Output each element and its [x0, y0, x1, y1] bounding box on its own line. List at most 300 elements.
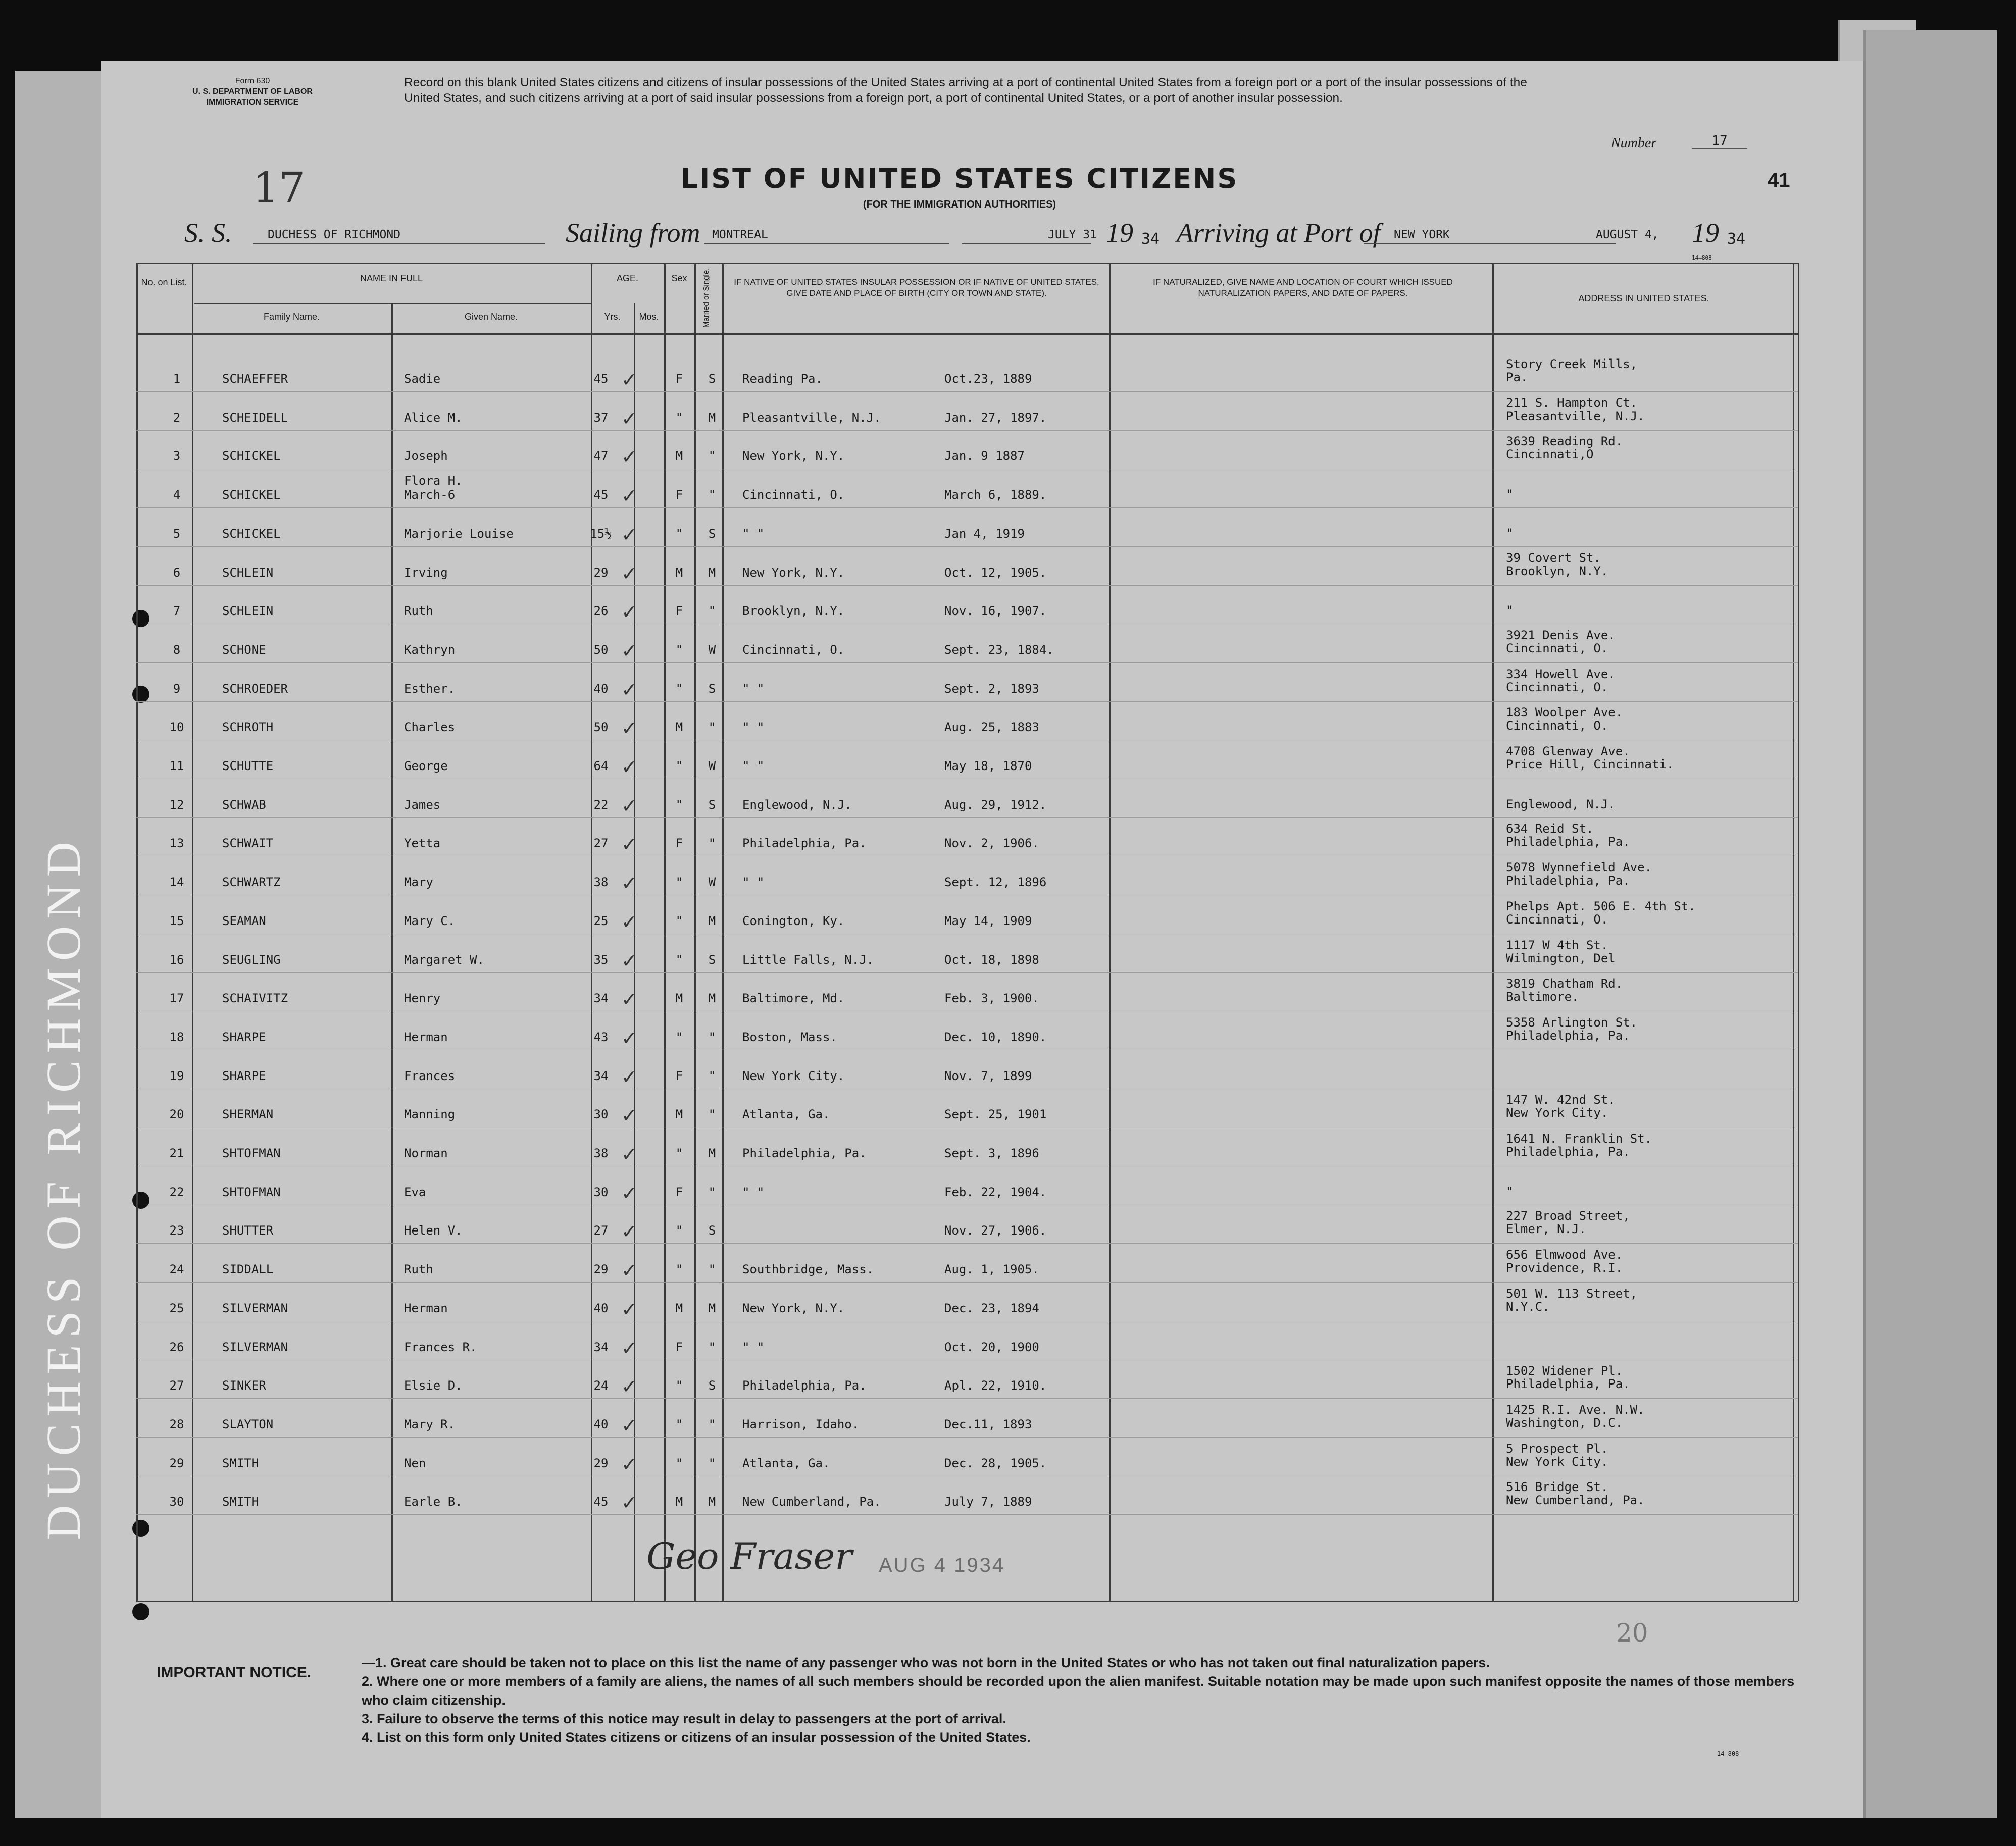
- col-family: Family Name.: [263, 312, 320, 322]
- sex: ": [675, 1456, 683, 1470]
- us-address: 5078 Wynnefield Ave. Philadelphia, Pa.: [1506, 860, 1652, 888]
- birth-date: Sept. 2, 1893: [944, 681, 1039, 696]
- birth-place: " ": [742, 720, 765, 735]
- row-number: 22: [169, 1185, 184, 1199]
- sex: F: [675, 1340, 683, 1354]
- birth-date: Oct.23, 1889: [944, 372, 1032, 386]
- side-ghost-text: DUCHESS OF RICHMOND: [36, 835, 90, 1540]
- table-row: [136, 818, 1798, 856]
- family-name: SHARPE: [222, 1030, 266, 1044]
- arrival-year: 34: [1727, 230, 1746, 248]
- table-row: [136, 625, 1798, 663]
- table-row: [136, 780, 1798, 818]
- family-name: SCHWARTZ: [222, 875, 281, 890]
- birth-place: Harrison, Idaho.: [742, 1417, 860, 1431]
- col-naturalized: IF NATURALIZED, GIVE NAME AND LOCATION OF COURT WHICH ISSUED NATURALIZATION PAPERS, AND DATE OF PAPERS.: [1153, 277, 1453, 298]
- age-years: 34: [593, 1068, 609, 1083]
- sex: F: [675, 604, 683, 619]
- marital-status: ": [708, 1068, 716, 1083]
- sex: M: [675, 449, 683, 464]
- birth-date: Sept. 25, 1901: [944, 1107, 1047, 1122]
- us-address: ": [1506, 487, 1514, 502]
- rule: [1364, 243, 1616, 244]
- age-years: 29: [593, 1456, 609, 1470]
- birth-date: Aug. 1, 1905.: [944, 1262, 1039, 1277]
- given-name: James: [404, 797, 441, 812]
- notice-item: 3. Failure to observe the terms of this notice may result in delay to passengers at the port of arrival.: [362, 1711, 1006, 1726]
- birth-date: Oct. 18, 1898: [944, 952, 1039, 967]
- page-title: LIST OF UNITED STATES CITIZENS: [680, 163, 1239, 194]
- table-row: [136, 470, 1798, 508]
- check-mark-icon: ✓: [621, 639, 637, 662]
- row-number: 24: [169, 1262, 184, 1277]
- family-name: SEUGLING: [222, 952, 281, 967]
- form-instructions: Record on this blank United States citizens and citizens of insular possessions of the United States arriving at a port of continental United States from a foreign port or a port of the insular possessions of the United States, and such citizens arriving at a port of said insular possessions from a foreign port, a port of continental United States, or a port of another insular possession.: [404, 76, 1527, 105]
- birth-date: Dec. 23, 1894: [944, 1301, 1039, 1315]
- given-name: Mary: [404, 875, 433, 890]
- birth-date: May 18, 1870: [944, 759, 1032, 773]
- check-mark-icon: ✓: [621, 756, 637, 778]
- row-number: 16: [169, 952, 184, 967]
- birth-date: Oct. 12, 1905.: [944, 565, 1047, 580]
- birth-place: New York, N.Y.: [742, 449, 845, 464]
- rule: [253, 243, 545, 244]
- birth-place: Southbridge, Mass.: [742, 1262, 874, 1277]
- table-row: [136, 935, 1798, 973]
- table-row: [136, 1322, 1798, 1360]
- check-mark-icon: ✓: [621, 794, 637, 817]
- col-given: Given Name.: [464, 312, 518, 322]
- check-mark-icon: ✓: [621, 1414, 637, 1437]
- birth-date: Feb. 22, 1904.: [944, 1185, 1047, 1199]
- age-years: 34: [593, 1340, 609, 1354]
- birth-place: Reading Pa.: [742, 372, 823, 386]
- age-years: 64: [593, 759, 609, 773]
- us-address: 211 S. Hampton Ct. Pleasantville, N.J.: [1506, 395, 1645, 423]
- notice-label: IMPORTANT NOTICE.: [157, 1664, 312, 1681]
- ship-name: DUCHESS OF RICHMOND: [268, 228, 401, 241]
- us-address: ": [1506, 526, 1514, 540]
- sex: M: [675, 1301, 683, 1315]
- marital-status: M: [708, 991, 716, 1006]
- col-age: AGE.: [616, 273, 638, 283]
- marital-status: S: [708, 1223, 716, 1238]
- marital-status: M: [708, 913, 716, 928]
- age-years: 45: [593, 1495, 609, 1509]
- punch-hole: [132, 1603, 149, 1620]
- given-name: Norman: [404, 1146, 448, 1160]
- row-number: 10: [169, 720, 184, 735]
- row-number: 23: [169, 1223, 184, 1238]
- birth-date: Nov. 16, 1907.: [944, 604, 1047, 619]
- page-number: 41: [1768, 169, 1790, 191]
- col-no: No. on List.: [141, 277, 187, 287]
- birth-date: Jan. 27, 1897.: [944, 410, 1047, 425]
- family-name: SLAYTON: [222, 1417, 274, 1431]
- us-address: 634 Reid St. Philadelphia, Pa.: [1506, 822, 1630, 849]
- given-name: Ruth: [404, 1262, 433, 1277]
- sex: M: [675, 991, 683, 1006]
- check-mark-icon: ✓: [621, 1453, 637, 1475]
- us-address: 1117 W 4th St. Wilmington, Del: [1506, 938, 1616, 965]
- birth-date: Dec. 28, 1905.: [944, 1456, 1047, 1470]
- table-row: [136, 1283, 1798, 1321]
- sex: M: [675, 1107, 683, 1122]
- sex: ": [675, 759, 683, 773]
- date-stamp: AUG 4 1934: [879, 1554, 1005, 1576]
- us-address: 501 W. 113 Street, N.Y.C.: [1506, 1286, 1638, 1314]
- birth-place: New York, N.Y.: [742, 565, 845, 580]
- table-row: [136, 857, 1798, 895]
- marital-status: M: [708, 1146, 716, 1160]
- birth-date: Nov. 27, 1906.: [944, 1223, 1047, 1238]
- sex: ": [675, 875, 683, 890]
- marital-status: ": [708, 488, 716, 502]
- us-address: ": [1506, 1184, 1514, 1199]
- row-number: 7: [173, 604, 181, 619]
- row-number: 17: [169, 991, 184, 1006]
- birth-place: " ": [742, 759, 765, 773]
- arrival-port: NEW YORK: [1394, 228, 1450, 241]
- marital-status: M: [708, 410, 716, 425]
- check-mark-icon: ✓: [621, 872, 637, 895]
- marital-status: ": [708, 1262, 716, 1277]
- birth-date: Apl. 22, 1910.: [944, 1378, 1047, 1393]
- row-number: 8: [173, 642, 181, 657]
- birth-place: Atlanta, Ga.: [742, 1107, 830, 1122]
- us-address: 5 Prospect Pl. New York City.: [1506, 1441, 1608, 1469]
- us-address: 4708 Glenway Ave. Price Hill, Cincinnati.: [1506, 744, 1674, 772]
- birth-place: New York, N.Y.: [742, 1301, 845, 1315]
- table-row: [136, 973, 1798, 1011]
- table-row: [136, 1244, 1798, 1283]
- row-number: 26: [169, 1340, 184, 1354]
- given-name: Mary R.: [404, 1417, 456, 1431]
- marital-status: ": [708, 1030, 716, 1044]
- age-years: 30: [593, 1107, 609, 1122]
- col-birth: IF NATIVE OF UNITED STATES INSULAR POSSESSION OR IF NATIVE OF UNITED STATES, GIVE DATE AND PLACE OF BIRTH (CITY OR TOWN AND STATE).: [734, 277, 1099, 298]
- family-name: SMITH: [222, 1495, 259, 1509]
- check-mark-icon: ✓: [621, 601, 637, 624]
- us-address: 516 Bridge St. New Cumberland, Pa.: [1506, 1480, 1645, 1508]
- table-row: [136, 586, 1798, 624]
- birth-place: Philadelphia, Pa.: [742, 1146, 867, 1160]
- table-row: [136, 1399, 1798, 1438]
- row-number: 6: [173, 565, 181, 580]
- age-years: 22: [593, 797, 609, 812]
- birth-place: Atlanta, Ga.: [742, 1456, 830, 1470]
- given-name: George: [404, 759, 448, 773]
- check-mark-icon: ✓: [621, 988, 637, 1011]
- marital-status: ": [708, 449, 716, 464]
- row-number: 9: [173, 681, 181, 696]
- birth-place: Cincinnati, O.: [742, 642, 845, 657]
- marital-status: S: [708, 797, 716, 812]
- given-name: Kathryn: [404, 642, 456, 657]
- sex: F: [675, 488, 683, 502]
- marital-status: ": [708, 1185, 716, 1199]
- family-name: SILVERMAN: [222, 1301, 288, 1315]
- birth-date: Oct. 20, 1900: [944, 1340, 1039, 1354]
- ss-label: S. S.: [184, 218, 232, 248]
- table-row: [136, 1012, 1798, 1050]
- us-address: 183 Woolper Ave. Cincinnati, O.: [1506, 705, 1623, 733]
- given-name: Manning: [404, 1107, 456, 1122]
- check-mark-icon: ✓: [621, 523, 637, 546]
- given-name: Eva: [404, 1185, 426, 1199]
- notice-item: —1. Great care should be taken not to place on this list the name of any passenger who was not born in the United States or who has not taken out final naturalization papers.: [362, 1655, 1490, 1670]
- sex: ": [675, 1417, 683, 1431]
- form-code-bottom: 14—808: [1717, 1750, 1739, 1757]
- row-number: 1: [173, 372, 181, 386]
- us-address: Englewood, N.J.: [1506, 797, 1616, 811]
- age-years: 38: [593, 875, 609, 890]
- family-name: SHTOFMAN: [222, 1146, 281, 1160]
- sex: F: [675, 836, 683, 851]
- marital-status: ": [708, 836, 716, 851]
- check-mark-icon: ✓: [621, 1337, 637, 1359]
- row-number: 21: [169, 1146, 184, 1160]
- notice-item: 4. List on this form only United States citizens or citizens of an insular possession of the United States.: [362, 1730, 1031, 1745]
- row-number: 30: [169, 1495, 184, 1509]
- given-name: Alice M.: [404, 410, 463, 425]
- sex: ": [675, 797, 683, 812]
- row-number: 27: [169, 1378, 184, 1393]
- family-name: SCHLEIN: [222, 565, 274, 580]
- table-row: [136, 1128, 1798, 1166]
- family-name: SHUTTER: [222, 1223, 274, 1238]
- birth-place: New York City.: [742, 1068, 845, 1083]
- check-mark-icon: ✓: [621, 1104, 637, 1127]
- sex: F: [675, 372, 683, 386]
- birth-date: Nov. 7, 1899: [944, 1068, 1032, 1083]
- age-years: 40: [593, 1417, 609, 1431]
- given-name: Yetta: [404, 836, 441, 851]
- birth-place: Brooklyn, N.Y.: [742, 604, 845, 619]
- sex: ": [675, 1378, 683, 1393]
- family-name: SCHICKEL: [222, 526, 281, 541]
- col-mos: Mos.: [639, 312, 659, 322]
- check-mark-icon: ✓: [621, 678, 637, 701]
- us-address: 656 Elmwood Ave. Providence, R.I.: [1506, 1248, 1623, 1275]
- check-mark-icon: ✓: [621, 1259, 637, 1282]
- age-years: 25: [593, 913, 609, 928]
- family-name: SCHAEFFER: [222, 372, 288, 386]
- sex: ": [675, 1146, 683, 1160]
- table-row: [136, 1167, 1798, 1205]
- given-name: Marjorie Louise: [404, 526, 514, 541]
- row-number: 20: [169, 1107, 184, 1122]
- us-address: 1425 R.I. Ave. N.W. Washington, D.C.: [1506, 1402, 1645, 1430]
- sex: ": [675, 1030, 683, 1044]
- family-name: SINKER: [222, 1378, 266, 1393]
- birth-date: July 7, 1889: [944, 1495, 1032, 1509]
- family-name: SCHONE: [222, 642, 266, 657]
- row-number: 19: [169, 1068, 184, 1083]
- given-name: Flora H. March-6: [404, 474, 463, 502]
- family-name: SHTOFMAN: [222, 1185, 281, 1199]
- birth-date: Sept. 3, 1896: [944, 1146, 1039, 1160]
- family-name: SHARPE: [222, 1068, 266, 1083]
- col-name-in-full: NAME IN FULL: [360, 273, 423, 283]
- form-id-block: [152, 76, 354, 108]
- marital-status: S: [708, 952, 716, 967]
- table-row: [136, 431, 1798, 469]
- row-number: 18: [169, 1030, 184, 1044]
- family-name: SMITH: [222, 1456, 259, 1470]
- marital-status: ": [708, 1340, 716, 1354]
- list-number: 17: [1692, 133, 1747, 149]
- given-name: Margaret W.: [404, 952, 484, 967]
- birth-place: Boston, Mass.: [742, 1030, 837, 1044]
- row-number: 4: [173, 488, 181, 502]
- sex: F: [675, 1185, 683, 1199]
- col-address: ADDRESS IN UNITED STATES.: [1578, 293, 1709, 303]
- marital-status: ": [708, 1417, 716, 1431]
- table-row: [136, 1051, 1798, 1089]
- table-row: [136, 508, 1798, 547]
- table-row: [136, 1089, 1798, 1127]
- birth-date: Jan. 9 1887: [944, 449, 1025, 464]
- age-years: 24: [593, 1378, 609, 1393]
- check-mark-icon: ✓: [621, 1375, 637, 1398]
- check-mark-icon: ✓: [621, 1492, 637, 1514]
- sex: ": [675, 1262, 683, 1277]
- birth-date: Dec. 10, 1890.: [944, 1030, 1047, 1044]
- given-name: Helen V.: [404, 1223, 463, 1238]
- page-subtitle: (FOR THE IMMIGRATION AUTHORITIES): [863, 199, 1056, 210]
- table-row: [136, 353, 1798, 392]
- marital-status: ": [708, 720, 716, 735]
- check-mark-icon: ✓: [621, 1298, 637, 1320]
- given-name: Herman: [404, 1301, 448, 1315]
- birth-place: Conington, Ky.: [742, 913, 845, 928]
- us-address: 334 Howell Ave. Cincinnati, O.: [1506, 666, 1616, 694]
- us-address: Phelps Apt. 506 E. 4th St. Cincinnati, O.: [1506, 899, 1696, 927]
- sail-date: JULY 31: [1048, 228, 1097, 241]
- family-name: SCHUTTE: [222, 759, 274, 773]
- check-mark-icon: ✓: [621, 369, 637, 391]
- given-name: Joseph: [404, 449, 448, 464]
- family-name: SIDDALL: [222, 1262, 274, 1277]
- birth-place: Philadelphia, Pa.: [742, 1378, 867, 1393]
- age-years: 50: [593, 720, 609, 735]
- rule: [704, 243, 949, 244]
- check-mark-icon: ✓: [621, 1143, 637, 1165]
- given-name: Charles: [404, 720, 456, 735]
- us-address: 3819 Chatham Rd. Baltimore.: [1506, 977, 1623, 1004]
- birth-place: New Cumberland, Pa.: [742, 1495, 881, 1509]
- given-name: Esther.: [404, 681, 456, 696]
- col-married: Married or Single.: [702, 268, 711, 328]
- birth-date: Aug. 29, 1912.: [944, 797, 1047, 812]
- given-name: Sadie: [404, 372, 441, 386]
- table-row: [136, 663, 1798, 702]
- age-years: 50: [593, 642, 609, 657]
- check-mark-icon: ✓: [621, 1065, 637, 1088]
- check-mark-icon: ✓: [621, 446, 637, 469]
- given-name: Ruth: [404, 604, 433, 619]
- birth-place: Philadelphia, Pa.: [742, 836, 867, 851]
- given-name: Herman: [404, 1030, 448, 1044]
- age-years: 34: [593, 991, 609, 1006]
- family-name: SCHWAIT: [222, 836, 274, 851]
- sex: ": [675, 952, 683, 967]
- arriving-label: Arriving at Port of: [1177, 218, 1381, 248]
- from-port: MONTREAL: [712, 228, 768, 241]
- arrival-year-prefix: 19: [1692, 218, 1719, 248]
- birth-place: Pleasantville, N.J.: [742, 410, 881, 425]
- age-years: 29: [593, 565, 609, 580]
- birth-place: " ": [742, 526, 765, 541]
- marital-status: S: [708, 681, 716, 696]
- sex: M: [675, 1495, 683, 1509]
- sex: M: [675, 720, 683, 735]
- marital-status: M: [708, 565, 716, 580]
- marital-status: S: [708, 526, 716, 541]
- us-address: ": [1506, 603, 1514, 618]
- family-name: SCHICKEL: [222, 449, 281, 464]
- us-address: 227 Broad Street, Elmer, N.J.: [1506, 1209, 1630, 1237]
- birth-date: March 6, 1889.: [944, 488, 1047, 502]
- sailing-label: Sailing from: [566, 218, 700, 248]
- us-address: 5358 Arlington St. Philadelphia, Pa.: [1506, 1015, 1638, 1043]
- birth-place: Little Falls, N.J.: [742, 952, 874, 967]
- birth-date: Dec.11, 1893: [944, 1417, 1032, 1431]
- table-row: [136, 1205, 1798, 1244]
- birth-place: Englewood, N.J.: [742, 797, 852, 812]
- inspector-signature: Geo Fraser: [646, 1535, 852, 1577]
- birth-date: Jan 4, 1919: [944, 526, 1025, 541]
- table-row: [136, 392, 1798, 431]
- age-years: 15½: [590, 526, 612, 541]
- age-years: 30: [593, 1185, 609, 1199]
- age-years: 40: [593, 1301, 609, 1315]
- rule: [962, 243, 1091, 244]
- row-number: 2: [173, 410, 181, 425]
- marital-status: M: [708, 1495, 716, 1509]
- table-row: [136, 547, 1798, 586]
- birth-place: Cincinnati, O.: [742, 488, 845, 502]
- row-number: 28: [169, 1417, 184, 1431]
- form-number: Form 630: [235, 77, 270, 85]
- check-mark-icon: ✓: [621, 717, 637, 740]
- family-name: SCHWAB: [222, 797, 266, 812]
- check-mark-icon: ✓: [621, 833, 637, 856]
- table-row: [136, 1360, 1798, 1399]
- check-mark-icon: ✓: [621, 910, 637, 933]
- family-name: SCHLEIN: [222, 604, 274, 619]
- check-mark-icon: ✓: [621, 1182, 637, 1204]
- row-number: 15: [169, 913, 184, 928]
- sex: ": [675, 681, 683, 696]
- handwritten-number: 17: [253, 164, 306, 212]
- age-years: 37: [593, 410, 609, 425]
- age-years: 27: [593, 836, 609, 851]
- service: IMMIGRATION SERVICE: [206, 98, 299, 107]
- form-code: 14—808: [1692, 254, 1712, 261]
- family-name: SCHROEDER: [222, 681, 288, 696]
- table-row: [136, 741, 1798, 779]
- table-row: [136, 896, 1798, 934]
- col-yrs: Yrs.: [604, 312, 621, 322]
- row-number: 14: [169, 875, 184, 890]
- given-name: Frances R.: [404, 1340, 477, 1354]
- birth-place: Baltimore, Md.: [742, 991, 845, 1006]
- col-sex: Sex: [671, 273, 687, 283]
- sex: ": [675, 642, 683, 657]
- given-name: Henry: [404, 991, 441, 1006]
